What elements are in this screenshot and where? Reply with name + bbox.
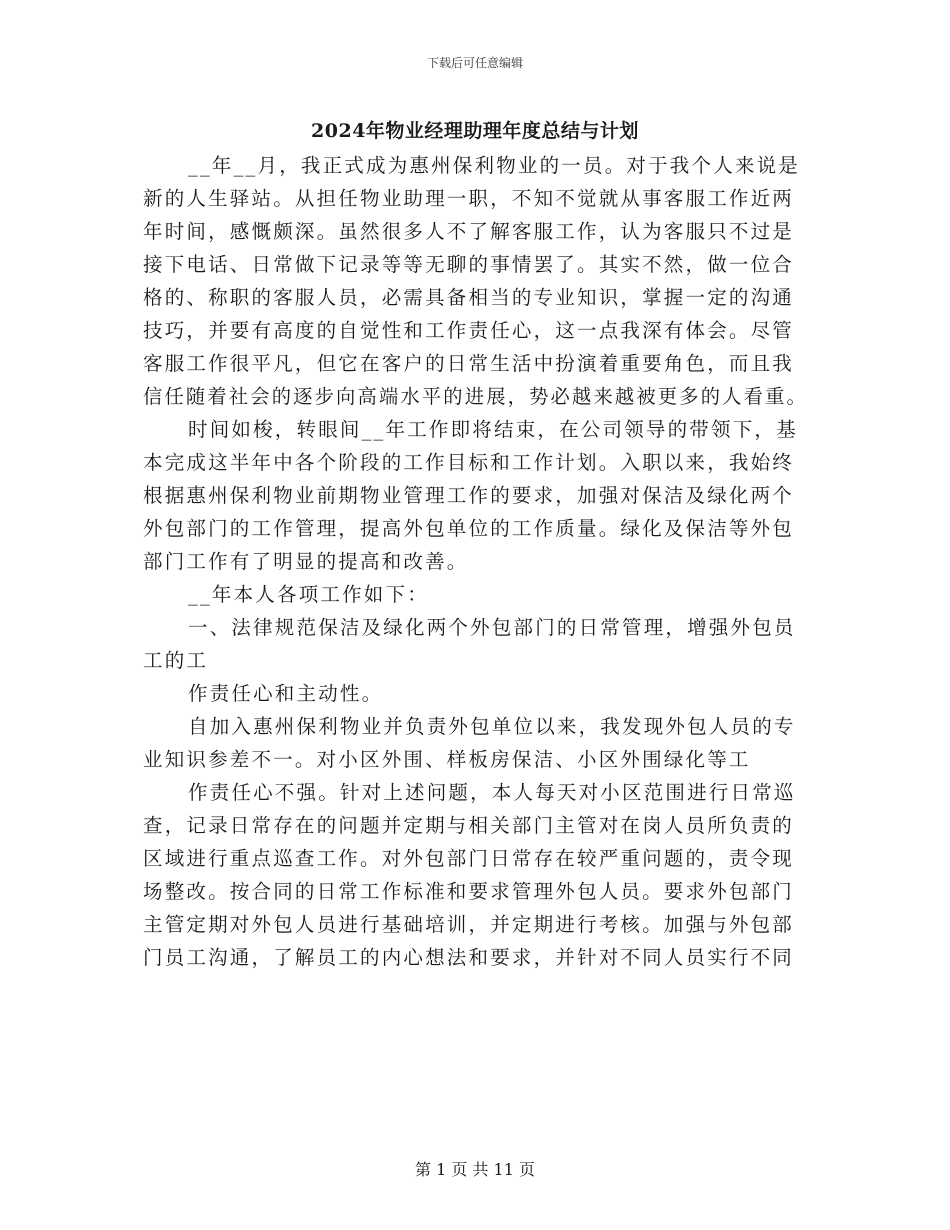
- text-line: 新的人生驿站。从担任物业助理一职，不知不觉就从事客服工作近两: [143, 187, 795, 210]
- text-line: 部门工作有了明显的提高和改善。: [143, 550, 469, 573]
- text-line: 工的工: [143, 649, 209, 672]
- text-line: 根据惠州保利物业前期物业管理工作的要求，加强对保洁及绿化两个: [143, 484, 795, 507]
- text-line: __年本人各项工作如下：: [188, 583, 429, 606]
- text-line: 格的、称职的客服人员，必需具备相当的专业知识，掌握一定的沟通: [143, 286, 795, 309]
- text-line: 业知识参差不一。对小区外围、样板房保洁、小区外围绿化等工: [143, 748, 751, 771]
- page-header-note: 下载后可任意编辑: [426, 56, 523, 70]
- text-line: 一、法律规范保洁及绿化两个外包部门的日常管理，增强外包员: [188, 616, 796, 639]
- text-line: 门员工沟通，了解员工的内心想法和要求，并针对不同人员实行不同: [143, 946, 795, 969]
- text-line: 自加入惠州保利物业并负责外包单位以来，我发现外包人员的专: [188, 715, 796, 738]
- text-line: 场整改。按合同的日常工作标准和要求管理外包人员。要求外包部门: [143, 880, 795, 903]
- text-line: 外包部门的工作管理，提高外包单位的工作质量。绿化及保洁等外包: [143, 517, 795, 540]
- text-line: 年时间，感慨颇深。虽然很多人不了解客服工作，认为客服只不过是: [143, 220, 795, 243]
- text-line: 区域进行重点巡查工作。对外包部门日常存在较严重问题的，责令现: [143, 847, 795, 870]
- text-line: 时间如梭，转眼间__年工作即将结束，在公司领导的带领下，基: [188, 418, 798, 441]
- text-line: 作责任心和主动性。: [188, 682, 384, 705]
- text-line: 接下电话、日常做下记录等等无聊的事情罢了。其实不然，做一位合: [143, 253, 795, 276]
- text-line: 本完成这半年中各个阶段的工作目标和工作计划。入职以来，我始终: [143, 451, 795, 474]
- text-line: 客服工作很平凡，但它在客户的日常生活中扮演着重要角色，而且我: [143, 352, 795, 375]
- text-line: 主管定期对外包人员进行基础培训，并定期进行考核。加强与外包部: [143, 913, 795, 936]
- text-line: 作责任心不强。针对上述问题，本人每天对小区范围进行日常巡: [188, 781, 796, 804]
- text-line: 信任随着社会的逐步向高端水平的进展，势必越来越被更多的人看重。: [143, 385, 808, 408]
- document-title: 2024年物业经理助理年度总结与计划: [311, 120, 639, 142]
- page-number: 第 1 页 共 11 页: [415, 1160, 535, 1179]
- text-line: 查，记录日常存在的问题并定期与相关部门主管对在岗人员所负责的: [143, 814, 795, 837]
- text-line: 技巧，并要有高度的自觉性和工作责任心，这一点我深有体会。尽管: [143, 319, 795, 342]
- text-line: __年__月，我正式成为惠州保利物业的一员。对于我个人来说是: [188, 154, 801, 177]
